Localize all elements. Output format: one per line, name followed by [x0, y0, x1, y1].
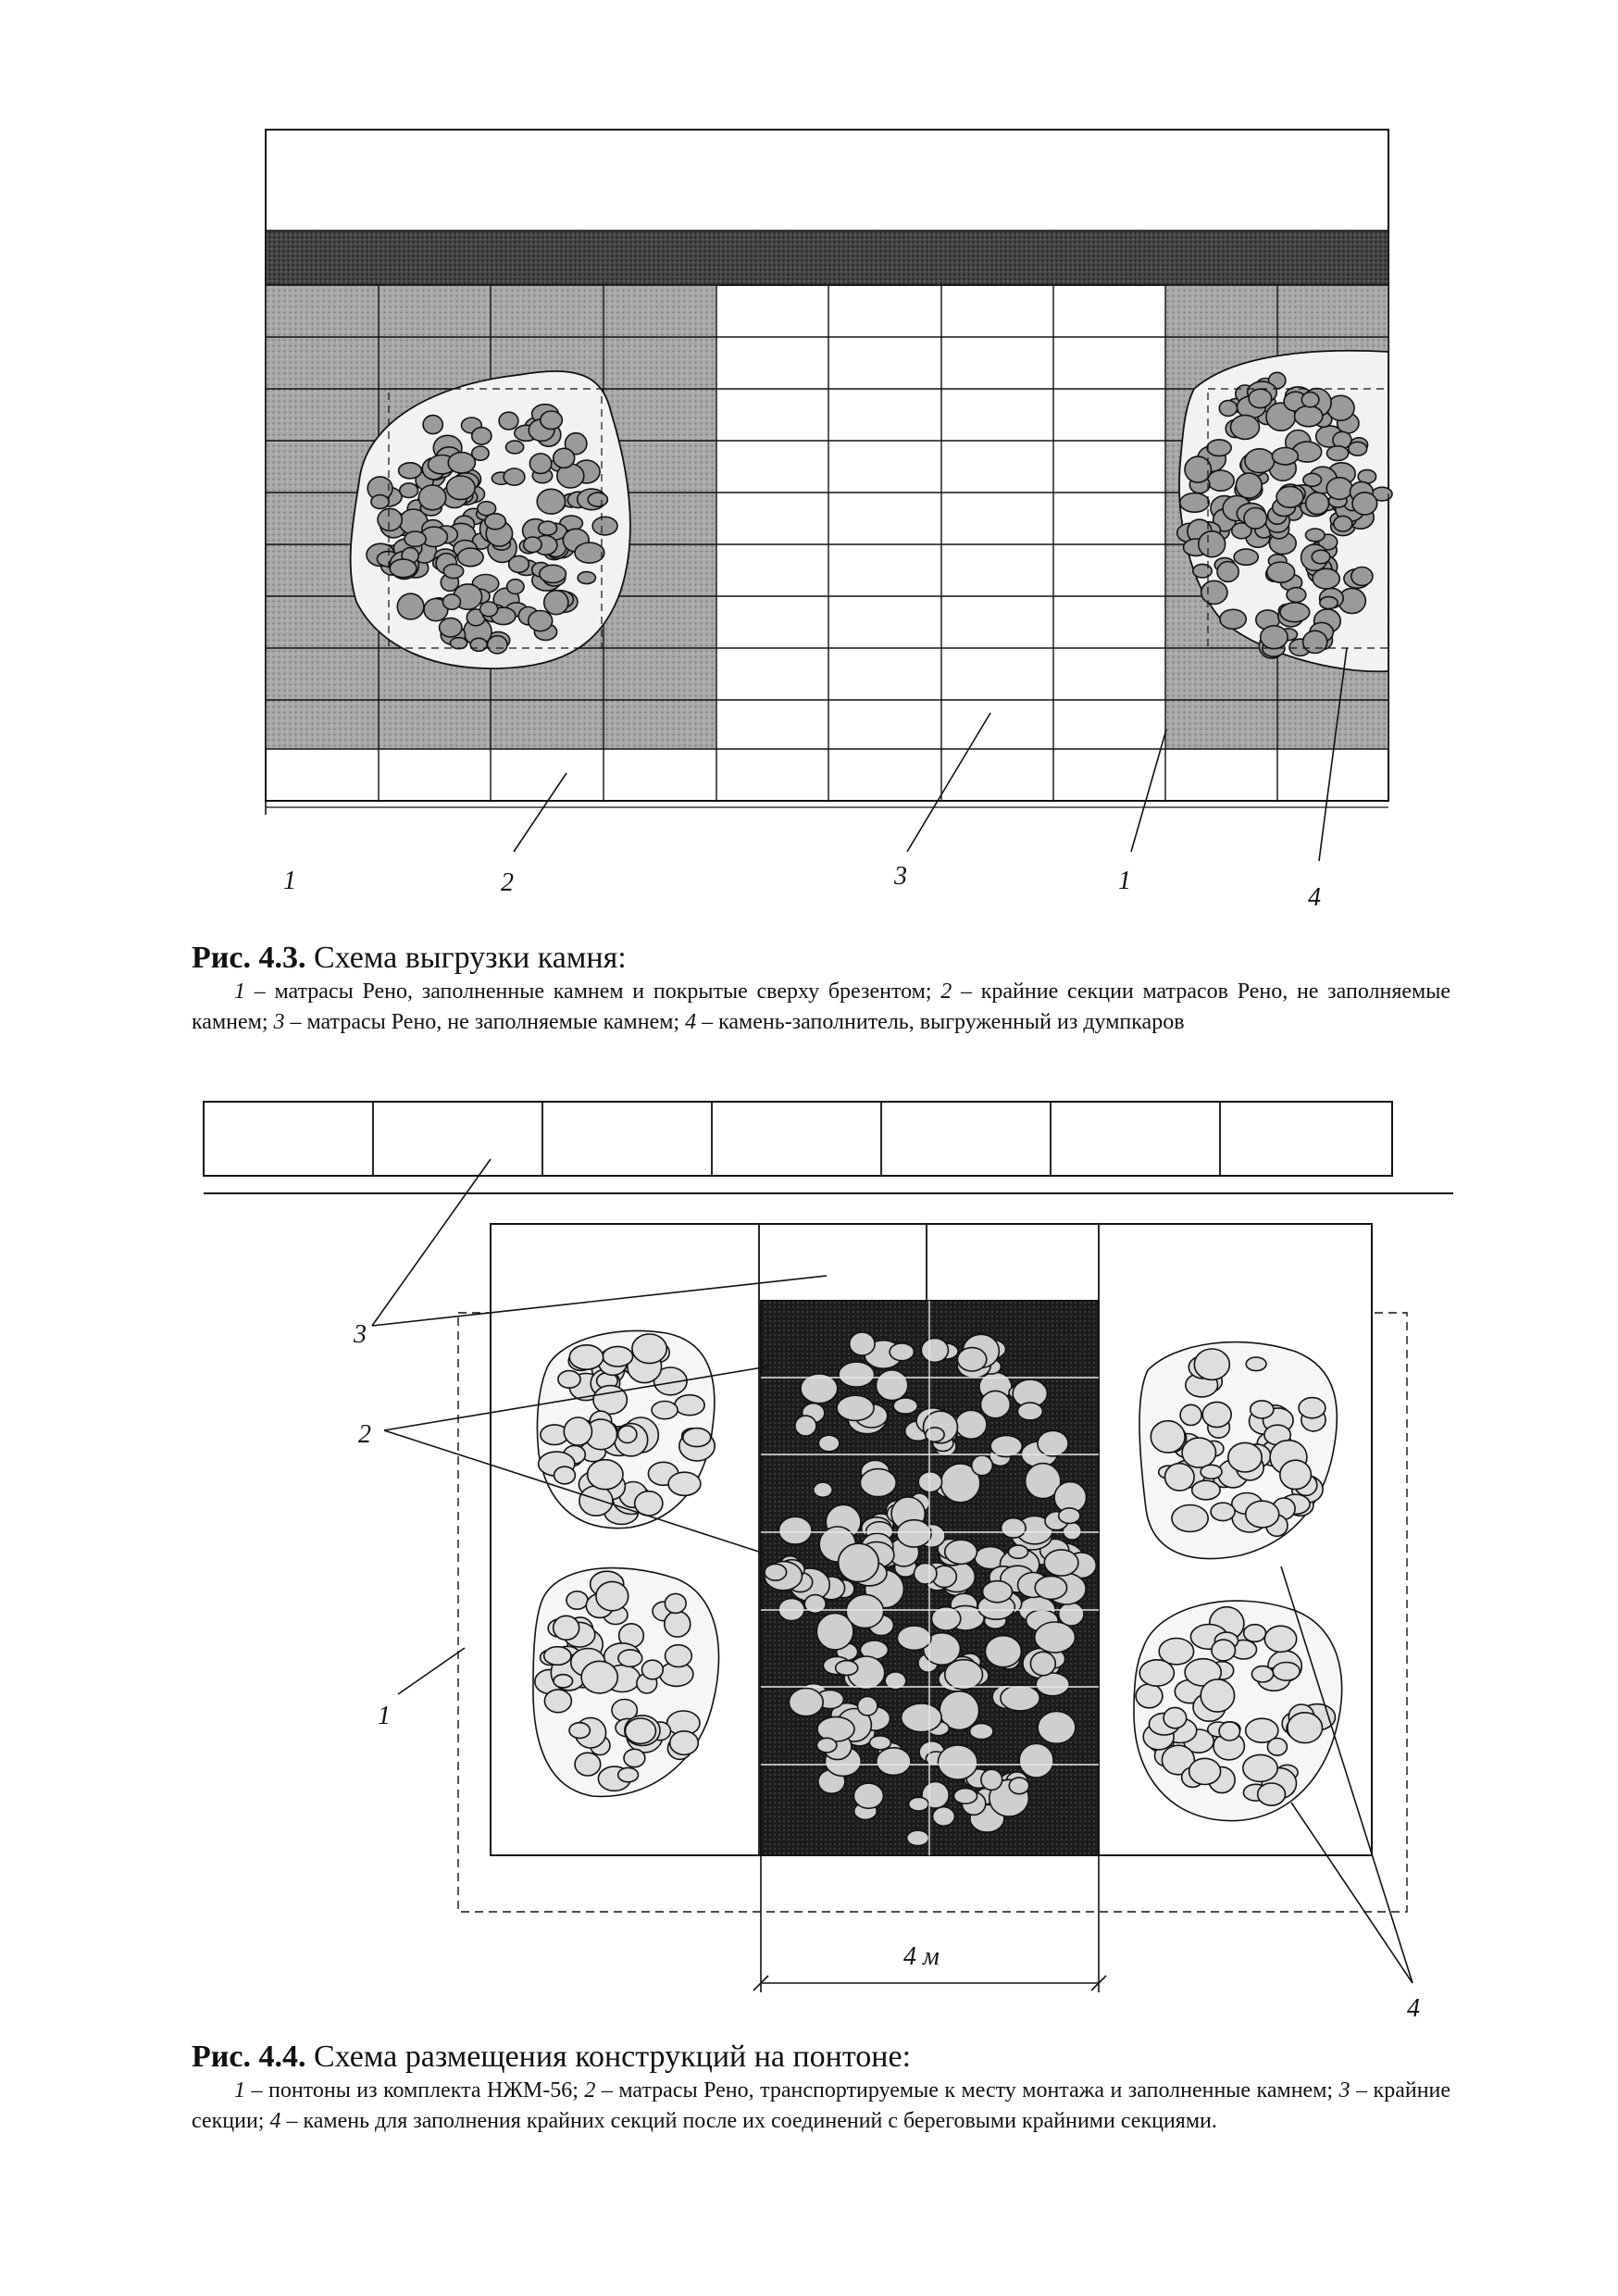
stone [957, 1348, 986, 1371]
fig43-label-2: 2 [501, 868, 514, 897]
stone [670, 1731, 699, 1755]
stone [1219, 401, 1237, 417]
stone [1192, 1480, 1220, 1500]
stone [440, 618, 462, 637]
stone [1136, 1684, 1163, 1708]
stone [1201, 1679, 1234, 1712]
stone [858, 1696, 877, 1716]
stone [1044, 1550, 1078, 1576]
stone [1313, 568, 1339, 589]
stone [540, 565, 566, 582]
fig44-shore-sections-frame [204, 1102, 1392, 1176]
stone [1352, 493, 1377, 515]
fig44-item-4-text: камень для заполнения крайних секций после их соединений с береговыми крайними секциями. [303, 2109, 1217, 2133]
stone [1172, 1505, 1208, 1532]
stone [818, 1435, 840, 1452]
stone [1288, 1713, 1323, 1743]
stone [981, 1391, 1011, 1417]
stone [983, 1581, 1013, 1603]
stone [635, 1491, 663, 1516]
stone [1244, 508, 1267, 530]
stone [1180, 1404, 1201, 1425]
fig44-label-1: 1 [378, 1702, 391, 1730]
stone [814, 1482, 832, 1497]
stone [1182, 1438, 1215, 1467]
stone [581, 1661, 617, 1693]
stone [1009, 1778, 1028, 1794]
stone [1201, 1465, 1222, 1479]
fig43-label-1-left: 1 [283, 867, 296, 895]
stone [1231, 415, 1260, 439]
fig43-item-4-num: 4 [685, 1010, 697, 1034]
stone [618, 1650, 642, 1666]
stone [778, 1516, 812, 1544]
stone [837, 1395, 874, 1420]
stone [1299, 1398, 1326, 1418]
stone [876, 1370, 907, 1401]
stone [1199, 531, 1226, 557]
stone [1280, 603, 1310, 622]
stone [1038, 1712, 1076, 1744]
stone [588, 1460, 623, 1490]
stone [1211, 1503, 1235, 1520]
stone [1035, 1622, 1076, 1653]
stone [666, 1645, 692, 1667]
fig43-label-3: 3 [894, 862, 907, 891]
stone [544, 591, 568, 615]
stone [897, 1626, 931, 1650]
stone [1287, 588, 1306, 603]
stone [1228, 1442, 1262, 1472]
stone [399, 463, 422, 479]
stone [938, 1745, 977, 1779]
fig44-caption-title-line [192, 2039, 1450, 2076]
stone [1202, 1402, 1231, 1427]
stone [1201, 580, 1227, 604]
stone [1303, 473, 1322, 486]
stone [839, 1543, 879, 1581]
stone [618, 1767, 639, 1781]
stone [1189, 1758, 1221, 1784]
stone [1008, 1545, 1027, 1558]
stone [1264, 1626, 1296, 1652]
stone [990, 1435, 1022, 1456]
stone [933, 1807, 955, 1827]
stone [972, 1455, 993, 1476]
stone [575, 1753, 601, 1776]
stone [485, 514, 505, 530]
stone [909, 1797, 929, 1811]
stone [1151, 1421, 1185, 1453]
fig44-item-1-num: 1 [234, 2078, 245, 2103]
stone [921, 1338, 948, 1362]
fig43-caption-title-line [192, 940, 1450, 977]
stone [506, 441, 524, 454]
stone [1326, 478, 1352, 500]
stone [451, 638, 467, 649]
stone [554, 1466, 576, 1484]
fig43-label-1-right: 1 [1118, 867, 1131, 895]
fig43-label-4: 4 [1308, 883, 1321, 912]
stone [371, 495, 389, 509]
stone [918, 1472, 941, 1492]
stone [907, 1830, 929, 1845]
stone [1164, 1707, 1187, 1728]
stone [1220, 609, 1246, 629]
stone [970, 1724, 993, 1740]
fig43-tarp-band [266, 231, 1388, 285]
stone [1208, 470, 1235, 491]
stone [860, 1469, 896, 1497]
stone [869, 1736, 890, 1750]
stone [626, 1718, 656, 1743]
stone [1244, 1625, 1266, 1642]
stone [488, 636, 507, 654]
fig43-item-2-num: 2 [940, 980, 952, 1004]
stone [1272, 448, 1298, 465]
stone [446, 476, 475, 500]
fig44-caption-number: Рис. 4.4. [192, 2040, 306, 2074]
stone [593, 1386, 627, 1415]
stone [529, 454, 551, 474]
stone [1320, 597, 1338, 609]
fig44-label-3: 3 [354, 1320, 367, 1349]
fig44-item-1-text: понтоны из комплекта НЖМ-56; [268, 2078, 579, 2103]
stone [1303, 630, 1327, 653]
fig43-caption-title: Схема выгрузки камня: [313, 941, 627, 975]
stone [683, 1429, 711, 1447]
stone [472, 428, 492, 444]
stone [1038, 1430, 1068, 1456]
fig43-item-3-num: 3 [273, 1010, 285, 1034]
stone [579, 1486, 613, 1516]
stone [1267, 1739, 1287, 1756]
stone [1219, 1722, 1239, 1741]
stone [1234, 549, 1258, 565]
stone [665, 1611, 691, 1637]
stone [578, 572, 595, 584]
stone [1001, 1685, 1039, 1711]
stone [443, 594, 461, 609]
stone [836, 1661, 858, 1676]
stone [404, 531, 426, 546]
stone [541, 411, 563, 430]
stone [817, 1738, 837, 1753]
fig44-item-2-text: матрасы Рено, транспортируемые к месту монтажа и заполненные камнем; [618, 2078, 1334, 2103]
stone [480, 602, 498, 617]
stone [953, 1789, 977, 1804]
fig44-dimension-line [753, 1855, 1106, 1992]
stone [1036, 1673, 1069, 1696]
stone [618, 1426, 637, 1442]
fig43-item-1-num: 1 [234, 980, 245, 1004]
stone [1059, 1508, 1080, 1524]
stone [652, 1402, 678, 1419]
stone [554, 1616, 579, 1640]
stone [397, 593, 424, 619]
stone [642, 1660, 664, 1679]
fig43-caption-number: Рис. 4.3. [192, 941, 306, 975]
stone [624, 1749, 645, 1766]
stone [1193, 564, 1212, 578]
stone [1246, 1501, 1279, 1528]
fig43-item-1-text: матрасы Рено, заполненные камнем и покрытые сверху брезентом; [274, 980, 932, 1004]
stone [955, 1410, 987, 1439]
stone [596, 1581, 629, 1610]
stone [544, 1690, 571, 1713]
stone [1212, 1640, 1236, 1661]
fig44-label-4: 4 [1407, 1994, 1420, 2023]
stone [902, 1703, 942, 1732]
fig44-label-2: 2 [358, 1420, 371, 1449]
stone [1180, 493, 1210, 513]
stone [1301, 393, 1319, 407]
stone [850, 1332, 875, 1355]
stone [945, 1660, 983, 1690]
stone [765, 1564, 787, 1580]
fig44-item-4-num: 4 [269, 2109, 281, 2133]
stone [1207, 440, 1231, 456]
fig44-caption [192, 2039, 1450, 2137]
fig44-item-3-text: крайние секции; [192, 2078, 1451, 2133]
stone [1249, 389, 1272, 407]
stone [537, 489, 565, 514]
stone [566, 1591, 588, 1609]
fig44-caption-body: 1 – понтоны из комплекта НЖМ-56; 2 – матрасы Рено, транспортируемые к месту монтажа и заполненные камнем; 3 – крайние секции; 4 – камень для заполнения крайних секций после их соединений с береговыми крайними секциями. [192, 2078, 1451, 2133]
stone [554, 448, 575, 468]
stone [1245, 449, 1275, 473]
stone [1185, 456, 1211, 482]
fig43-item-3-text: матрасы Рено, не заполняемые камнем; [306, 1010, 680, 1034]
stone [458, 548, 484, 567]
stone [507, 580, 524, 594]
stone [1002, 1518, 1027, 1538]
stone [1139, 1660, 1174, 1686]
stone [1251, 1401, 1274, 1418]
stone [504, 468, 525, 485]
stone [853, 1783, 883, 1808]
stone [668, 1472, 701, 1495]
stone [575, 543, 604, 563]
stone [877, 1748, 911, 1776]
stone [981, 1769, 1002, 1790]
stone [1273, 1663, 1300, 1681]
stone [846, 1594, 883, 1628]
fig43-caption [192, 940, 1450, 1038]
stone [1194, 1349, 1229, 1379]
stone [1327, 446, 1349, 461]
stone [448, 453, 475, 473]
stone [544, 1647, 571, 1666]
stone [632, 1334, 666, 1364]
stone [1261, 626, 1288, 649]
stone [569, 1345, 603, 1369]
stone [789, 1689, 823, 1716]
stone [1059, 1603, 1084, 1626]
stone [499, 412, 518, 430]
stone [795, 1416, 816, 1436]
stone [592, 517, 617, 535]
stone [1306, 493, 1329, 515]
stone [1306, 529, 1326, 542]
fig44-item-2-num: 2 [584, 2078, 596, 2103]
stone [1019, 1743, 1053, 1778]
stone [443, 564, 463, 578]
stone [915, 1563, 937, 1584]
stone [423, 416, 442, 434]
stone [400, 483, 418, 498]
stone [1251, 1666, 1273, 1682]
stone [470, 638, 487, 651]
stone [554, 1675, 573, 1688]
stone [539, 521, 557, 535]
stone [1236, 473, 1262, 498]
stone [390, 559, 417, 578]
stone [378, 508, 402, 530]
stone [839, 1362, 875, 1387]
stone [558, 1371, 580, 1389]
fig43-caption-body: 1 – матрасы Рено, заполненные камнем и покрытые сверху брезентом; 2 – крайние секции матрасов Рено, не заполняемые камнем; 3 – матрасы Рено, не заполняемые камнем; 4 – камень-заполнитель, выгруженный из думпкаров [192, 980, 1451, 1034]
stone [564, 1417, 591, 1445]
stone [1217, 562, 1238, 582]
stone [1312, 550, 1330, 564]
stone [1334, 516, 1352, 531]
stone [603, 1346, 632, 1366]
stone [1258, 1783, 1286, 1805]
figure-4-4 [204, 1102, 1453, 2023]
stone [1295, 406, 1323, 426]
stone [1280, 1460, 1312, 1489]
stone [890, 1343, 914, 1361]
stone [985, 1636, 1021, 1667]
fig44-caption-title: Схема размещения конструкций на понтоне: [313, 2040, 912, 2074]
stone [945, 1540, 977, 1564]
stone [817, 1716, 854, 1741]
fig44-item-3-num: 3 [1338, 2078, 1350, 2103]
stone [588, 493, 607, 506]
stone [1017, 1403, 1042, 1420]
stone [1246, 1357, 1266, 1371]
stone [675, 1395, 704, 1416]
stone [1035, 1576, 1066, 1599]
fig44-dimension-label: 4 м [903, 1942, 940, 1971]
stone [926, 1428, 944, 1441]
stone [1349, 442, 1367, 455]
stone [529, 611, 553, 631]
stone [524, 537, 541, 553]
stone [418, 485, 445, 510]
stone [897, 1520, 931, 1547]
fig43-item-2-text: крайние секции матрасов Рено, не заполняемые камнем; [192, 980, 1451, 1034]
stone [1030, 1652, 1055, 1676]
figure-4-3 [266, 130, 1392, 912]
stone [1276, 486, 1303, 507]
stone [1243, 1754, 1277, 1781]
stone [1165, 1464, 1195, 1491]
stone [665, 1593, 686, 1613]
fig43-item-4-text: камень-заполнитель, выгруженный из думпкаров [718, 1010, 1185, 1034]
stone [509, 555, 529, 572]
stone [1267, 562, 1295, 582]
stone [569, 1723, 590, 1739]
stone [1351, 568, 1373, 586]
